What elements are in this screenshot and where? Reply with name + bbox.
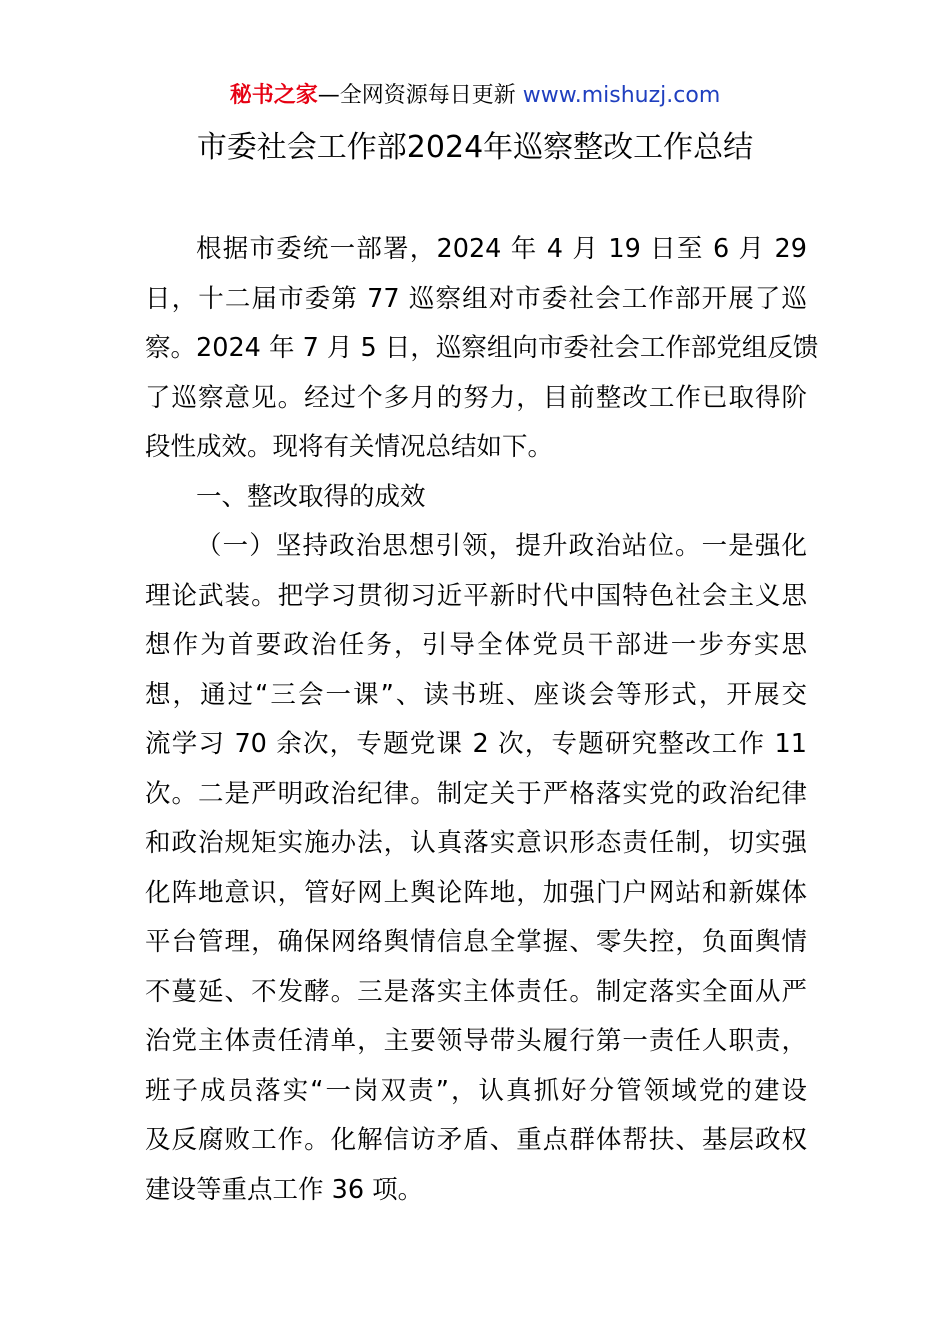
site-url-link[interactable]: www.mishuzj.com: [522, 83, 721, 108]
site-brand: 秘书之家: [229, 83, 318, 108]
paragraph-line: 流学习 70 余次，专题党课 2 次，专题研究整改工作 11: [145, 729, 807, 759]
site-tagline: —全网资源每日更新: [317, 83, 523, 108]
paragraph-line: 班子成员落实“一岗双责”，认真抓好分管领域党的建设: [145, 1075, 807, 1106]
paragraph-line: 察。2024 年 7 月 5 日，巡察组向市委社会工作部党组反馈: [145, 333, 819, 363]
paragraph-line: 和政治规矩实施办法，认真落实意识形态责任制，切实强: [145, 828, 807, 858]
paragraph-line: 想，通过“三会一课”、读书班、座谈会等形式，开展交: [145, 679, 807, 710]
paragraph-line: 建设等重点工作 36 项。: [145, 1174, 424, 1205]
paragraph-line: 不蔓延、不发酵。三是落实主体责任。制定落实全面从严: [145, 976, 807, 1007]
paragraph-line: 段性成效。现将有关情况总结如下。: [145, 432, 554, 462]
site-header: [0, 80, 950, 112]
paragraph-line: 根据市委统一部署，2024 年 4 月 19 日至 6 月 29: [196, 234, 807, 264]
paragraph-line: 平台管理，确保网络舆情信息全掌握、零失控，负面舆情: [145, 927, 807, 957]
paragraph-line: 次。二是严明政治纪律。制定关于严格落实党的政治纪律: [145, 778, 807, 809]
paragraph-line: 日，十二届市委第 77 巡察组对市委社会工作部开展了巡: [145, 283, 807, 314]
section-heading: 一、整改取得的成效: [196, 481, 426, 512]
paragraph-line: 及反腐败工作。化解信访矛盾、重点群体帮扶、基层政权: [145, 1125, 807, 1155]
paragraph-line: 治党主体责任清单，主要领导带头履行第一责任人职责，: [145, 1026, 807, 1056]
document-body: [145, 225, 819, 1215]
paragraph-line: 理论武装。把学习贯彻习近平新时代中国特色社会主义思: [145, 580, 807, 611]
paragraph-line: （一）坚持政治思想引领，提升政治站位。一是强化: [196, 531, 807, 561]
paragraph-line: 想作为首要政治任务，引导全体党员干部进一步夯实思: [145, 630, 807, 660]
paragraph-line: 了巡察意见。经过个多月的努力，目前整改工作已取得阶: [145, 382, 807, 413]
document-title: 市委社会工作部2024年巡察整改工作总结: [196, 130, 754, 165]
paragraph-line: 化阵地意识，管好网上舆论阵地，加强门户网站和新媒体: [145, 877, 807, 908]
